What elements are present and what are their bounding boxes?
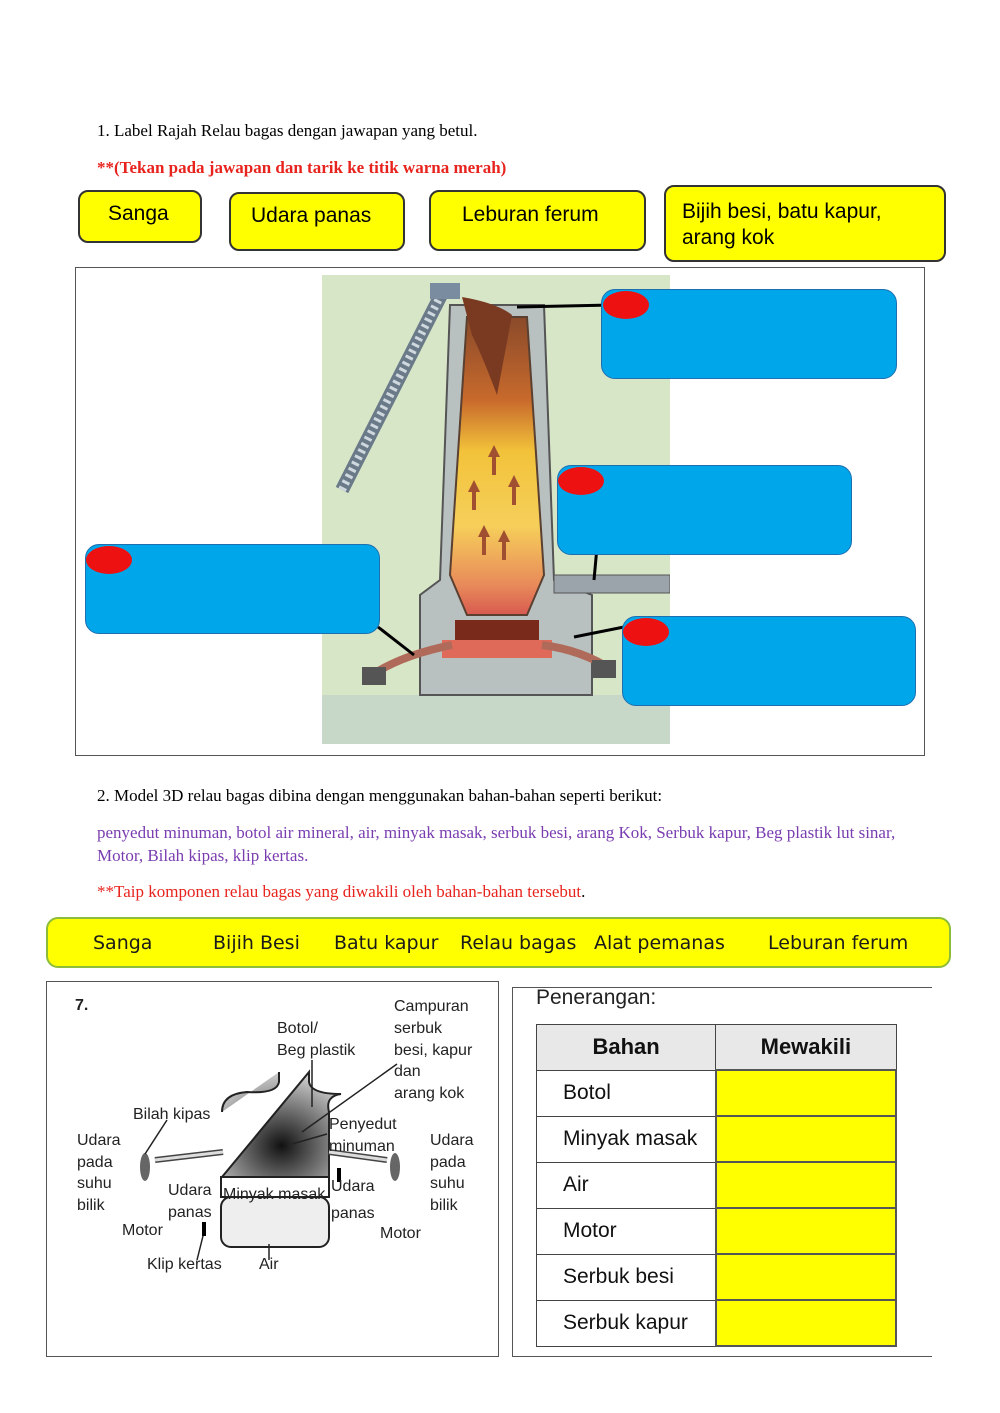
label-udara-panas-right: Udara panas (331, 1178, 375, 1222)
label-klip-kertas: Klip kertas (147, 1256, 222, 1273)
table-row (537, 1254, 897, 1300)
answer-chip-udara-panas[interactable]: Udara panas (229, 192, 405, 251)
row-bahan: Serbuk kapur (537, 1300, 716, 1346)
word-leburan-ferum: Leburan ferum (768, 932, 909, 954)
table-row (537, 1208, 897, 1254)
word-alat-pemanas: Alat pemanas (594, 932, 725, 954)
label-bilah-kipas: Bilah kipas (133, 1106, 211, 1123)
q1-hint: **(Tekan pada jawapan dan tarik ke titik warna merah) (97, 158, 507, 177)
header-mewakili: Mewakili (716, 1025, 896, 1071)
q2-instruction: 2. Model 3D relau bagas dibina dengan menggunakan bahan-bahan seperti berikut: (97, 786, 663, 805)
label-udara-panas-left: Udara panas (168, 1182, 212, 1221)
label-motor-left: Motor (122, 1222, 163, 1239)
answer-input[interactable] (716, 1208, 896, 1254)
q2-hint: **Taip komponen relau bagas yang diwakili oleh bahan-bahan tersebut (97, 882, 582, 901)
table-header (537, 1025, 897, 1071)
row-bahan: Botol (537, 1070, 716, 1116)
word-sanga: Sanga (93, 932, 153, 954)
drop-dot-bottom[interactable] (623, 618, 669, 646)
penerangan-table (536, 1024, 897, 1347)
word-relau-bagas: Relau bagas (460, 932, 577, 954)
answer-chip-leburan-ferum[interactable]: Leburan ferum (429, 190, 646, 251)
q2-materials: penyedut minuman, botol air mineral, air, minyak masak, serbuk besi, arang Kok, Serbuk kapur, Beg plastik lut sinar, Motor, Bilah kipas, klip kertas. (97, 823, 896, 865)
label-udara-bilik-right: Udara pada suhu bilik (430, 1132, 474, 1214)
row-bahan: Motor (537, 1208, 716, 1254)
q1-instruction: 1. Label Rajah Relau bagas dengan jawapan yang betul. (97, 121, 478, 140)
row-bahan: Air (537, 1162, 716, 1208)
table-row (537, 1162, 897, 1208)
label-campuran: Campuran serbuk besi, kapur dan arang kok (394, 998, 473, 1102)
word-bijih-besi: Bijih Besi (213, 932, 300, 954)
answer-chip-sanga[interactable]: Sanga (78, 190, 202, 243)
answer-input[interactable] (716, 1300, 896, 1346)
label-air: Air (259, 1256, 279, 1273)
drop-dot-top[interactable] (603, 291, 649, 319)
penerangan-title: Penerangan: (536, 986, 657, 1009)
label-penyedut: Penyedut minuman (329, 1116, 397, 1155)
word-batu-kapur: Batu kapur (334, 932, 439, 954)
q2-hint-end: . (581, 882, 586, 901)
answer-chip-bijih-besi[interactable]: Bijih besi, batu kapur, arang kok (664, 185, 946, 262)
answer-input[interactable] (716, 1116, 896, 1162)
label-minyak-masak: Minyak masak (223, 1186, 326, 1203)
word-bank (46, 917, 951, 968)
q2-hint-line (97, 882, 585, 902)
header-bahan: Bahan (537, 1025, 716, 1071)
table-row (537, 1300, 897, 1346)
row-bahan: Minyak masak (537, 1116, 716, 1162)
label-botol: Botol/ Beg plastik (277, 1020, 356, 1059)
diagram-number: 7. (75, 997, 89, 1014)
label-udara-bilik-left: Udara pada suhu bilik (77, 1132, 121, 1214)
answer-input[interactable] (716, 1162, 896, 1208)
answer-input[interactable] (716, 1254, 896, 1300)
answer-input[interactable] (716, 1070, 896, 1116)
label-motor-right: Motor (380, 1225, 421, 1242)
model-3d-diagram (47, 982, 498, 1356)
drop-dot-middle[interactable] (558, 467, 604, 495)
row-bahan: Serbuk besi (537, 1254, 716, 1300)
table-row (537, 1116, 897, 1162)
table-row (537, 1070, 897, 1116)
drop-dot-left[interactable] (86, 546, 132, 574)
